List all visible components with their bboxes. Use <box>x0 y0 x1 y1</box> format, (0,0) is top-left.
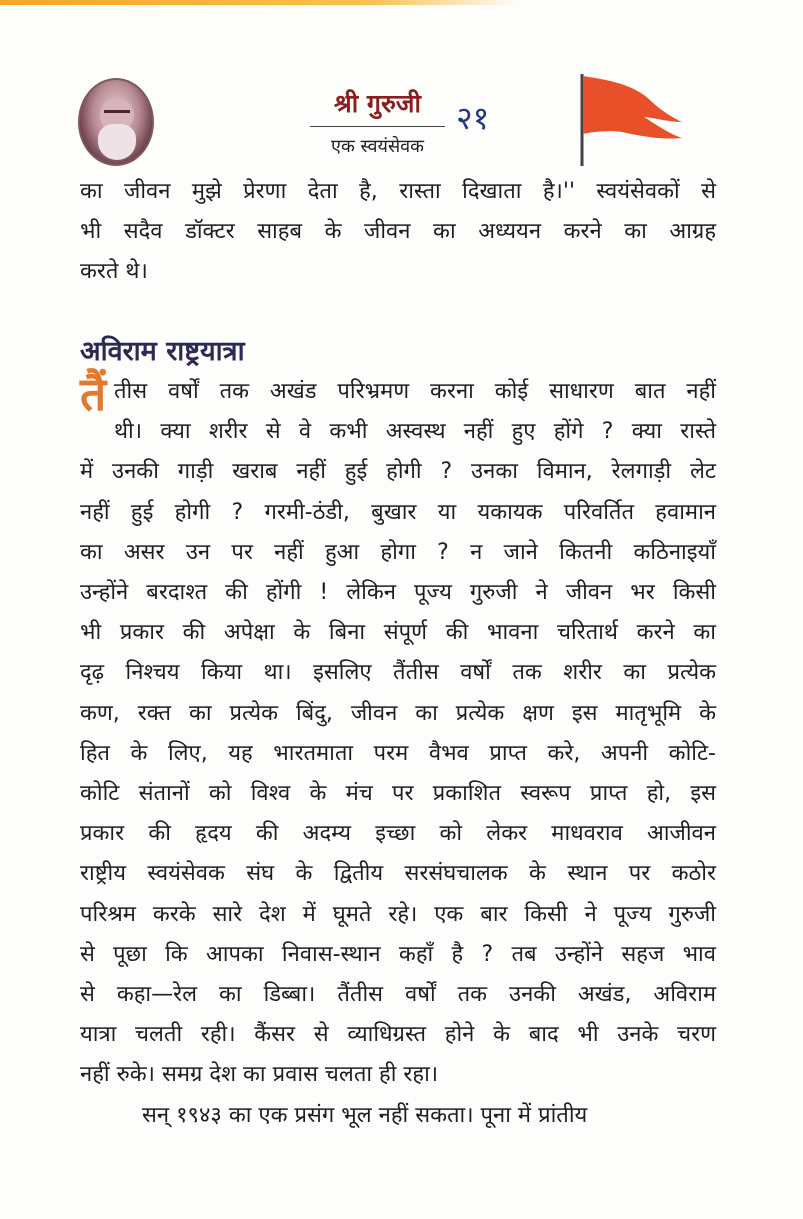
flag-cloth <box>583 76 682 139</box>
text-line: का जीवन मुझे प्रेरणा देता है, रास्ता दिखाता है।'' स्वयंसेवकों से <box>80 179 716 204</box>
text-line: से कहा—रेल का डिब्बा। तैंतीस वर्षों तक उनकी अखंड, अविराम <box>80 982 716 1008</box>
text-line: नहीं हुई होगी ? गरमी-ठंडी, बुखार या यकायक परिवर्तित हवामान <box>80 499 716 525</box>
text-line: राष्ट्रीय स्वयंसेवक संघ के द्वितीय सरसंघचालक के स्थान पर कठोर <box>80 861 716 887</box>
text-line: भी प्रकार की अपेक्षा के बिना संपूर्ण की भावना चरितार्थ करने का <box>80 620 716 646</box>
text-line: करते थे। <box>80 259 148 285</box>
running-header-title: श्री गुरुजी <box>334 89 421 118</box>
text-line: का असर उन पर नहीं हुआ होगा ? न जाने कितनी कठिनाइयाँ <box>80 539 716 565</box>
text-line: हित के लिए, यह भारतमाता परम वैभव प्राप्त करे, अपनी कोटि- <box>80 740 716 766</box>
text-line: में उनकी गाड़ी खराब नहीं हुई होगी ? उनका विमान, रेलगाड़ी लेट <box>80 459 716 485</box>
drop-cap: तैं <box>80 367 107 421</box>
text-line: भी सदैव डॉक्टर साहब के जीवन का अध्ययन करने का आग्रह <box>80 219 716 245</box>
running-header-subtitle: एक स्वयंसेवक <box>331 136 424 157</box>
text-line: कोटि संतानों को विश्व के मंच पर प्रकाशित स्वरूप प्राप्त हो, इस <box>80 781 716 807</box>
text-line: नहीं रुके। समग्र देश का प्रवास चलता ही रहा। <box>80 1062 439 1088</box>
text-line: दृढ़ निश्चय किया था। इसलिए तैंतीस वर्षों तक शरीर का प्रत्येक <box>80 660 716 686</box>
text-line: प्रकार की हृदय की अदम्य इच्छा को लेकर माधवराव आजीवन <box>80 821 716 847</box>
section-paragraph <box>80 372 716 1136</box>
text-line: थी। क्या शरीर से वे कभी अस्वस्थ नहीं हुए होंगे ? क्या रास्ते <box>114 419 716 445</box>
portrait-beard <box>98 124 136 160</box>
text-line: से पूछा कि आपका निवास-स्थान कहाँ है ? तब उन्होंने सहज भाव <box>80 941 716 967</box>
top-color-strip <box>0 0 520 5</box>
header-divider <box>310 126 445 127</box>
section-heading: अविराम राष्ट्रयात्रा <box>80 336 245 367</box>
portrait-photo-icon <box>78 78 154 166</box>
text-line: उन्होंने बरदाश्त की होंगी ! लेकिन पूज्य गुरुजी ने जीवन भर किसी <box>80 580 716 606</box>
saffron-flag-icon <box>578 70 688 170</box>
next-paragraph-line: सन् १९४३ का एक प्रसंग भूल नहीं सकता। पूना में प्रांतीय <box>142 1102 588 1128</box>
text-line: परिश्रम करके सारे देश में घूमते रहे। एक बार किसी ने पूज्य गुरुजी <box>80 901 716 927</box>
page-number: २१ <box>456 99 490 137</box>
text-line: कण, रक्त का प्रत्येक बिंदु, जीवन का प्रत्येक क्षण इस मातृभूमि के <box>80 700 716 726</box>
intro-paragraph <box>80 172 716 293</box>
text-line: तीस वर्षों तक अखंड परिभ्रमण करना कोई साधारण बात नहीं <box>114 379 716 404</box>
text-line: यात्रा चलती रही। कैंसर से व्याधिग्रस्त होने के बाद भी उनके चरण <box>80 1022 716 1048</box>
portrait-eyes <box>104 110 130 117</box>
